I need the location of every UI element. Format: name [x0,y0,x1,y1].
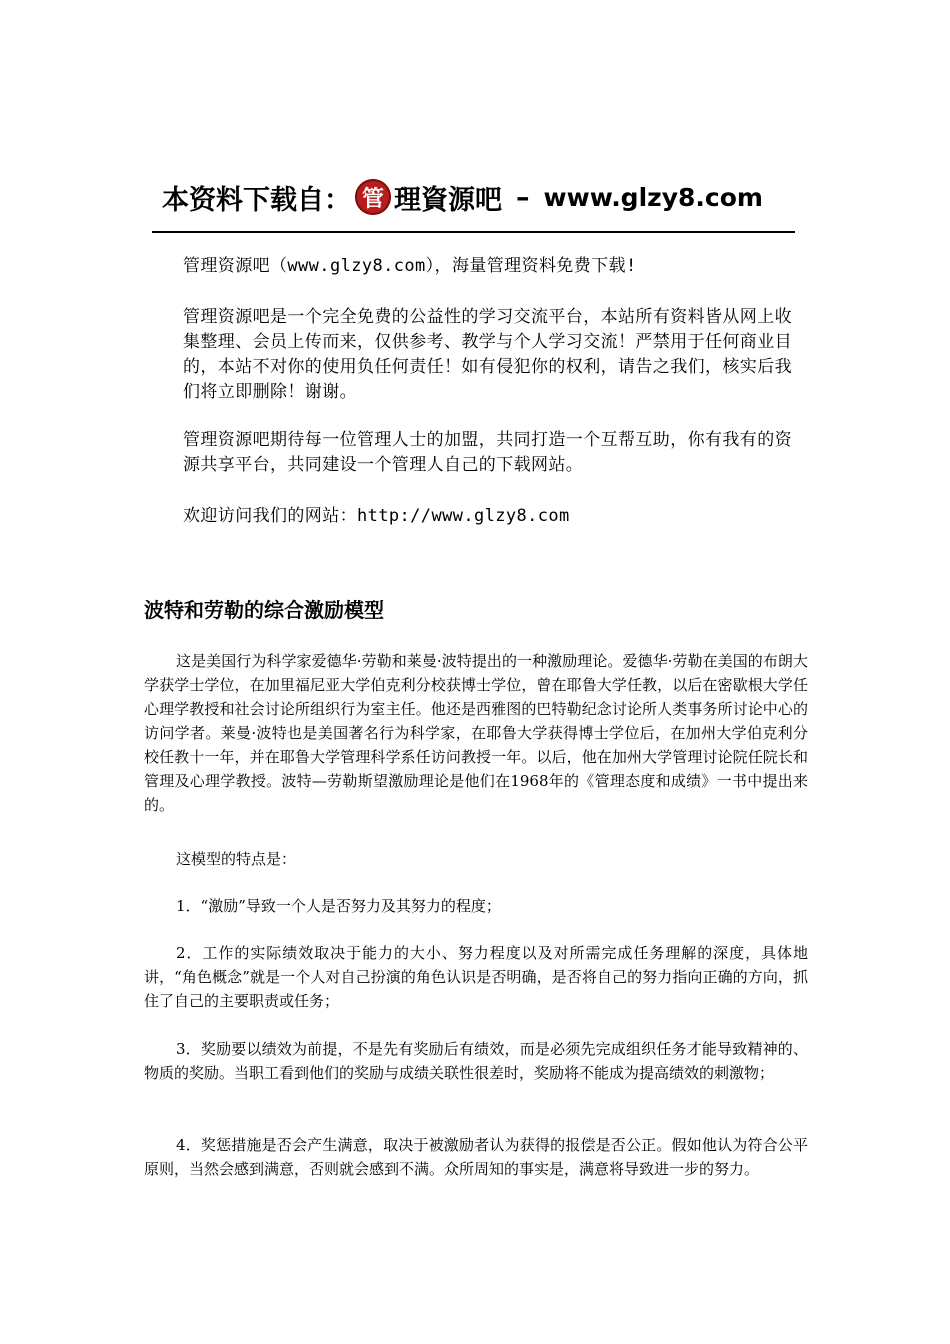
banner-dash: – [516,181,530,213]
promo-paragraph-2: 管理资源吧是一个完全免费的公益性的学习交流平台，本站所有资料皆从网上收集整理、会员上传而来，仅供参考、教学与个人学习交流！严禁用于任何商业目的，本站不对你的使用负任何责任！如有侵犯你的权利，请告之我们，核实后我们将立即删除！谢谢。 [183,307,792,402]
seal-logo-icon: 管 [355,179,391,215]
article-paragraph: 4．奖惩措施是否会产生满意，取决于被激励者认为获得的报偿是否公正。假如他认为符合公平原则，当然会感到满意，否则就会感到不满。众所周知的事实是，满意将导致进一步的努力。 [144,1136,808,1178]
banner-prefix: 本资料下载自： [162,184,351,216]
banner-divider [152,231,795,233]
download-source-banner [162,174,802,220]
promo-paragraph-3: 管理资源吧期待每一位管理人士的加盟，共同打造一个互帮互助，你有我有的资源共享平台，共同建设一个管理人自己的下载网站。 [183,430,792,475]
promo-line-1: 管理资源吧（www.glzy8.com），海量管理资料免费下载! [183,256,637,276]
promo-line-4: 欢迎访问我们的网站：http://www.glzy8.com [183,506,570,526]
banner-site-name: 理資源吧 [394,184,502,216]
banner-url: www.glzy8.com [543,182,763,212]
article-paragraph: 3．奖励要以绩效为前提，不是先有奖励后有绩效，而是必须先完成组织任务才能导致精神的、物质的奖励。当职工看到他们的奖励与成绩关联性很差时，奖励将不能成为提高绩效的刺激物； [144,1040,808,1082]
article-paragraph: 这是美国行为科学家爱德华·劳勒和莱曼·波特提出的一种激励理论。爱德华·劳勒在美国的布朗大学获学士学位，在加里福尼亚大学伯克利分校获博士学位，曾在耶鲁大学任教，以后在密歇根大学任心理学教授和社会讨论所组织行为室主任。他还是西雅图的巴特勒纪念讨论所人类事务所讨论中心的访问学者。莱曼·波特也是美国著名行为科学家，在耶鲁大学获得博士学位后，在加州大学伯克利分校任教十一年，并在耶鲁大学管理科学系任访问教授一年。以后，他在加州大学管理讨论院任院长和管理及心理学教授。波特—劳勒斯望激励理论是他们在1968年的《管理态度和成绩》一书中提出来的。 [144,652,808,814]
article-paragraph: 2．工作的实际绩效取决于能力的大小、努力程度以及对所需完成任务理解的深度，具体地讲，“角色概念”就是一个人对自己扮演的角色认识是否明确，是否将自己的努力指向正确的方向，抓住了自己的主要职责或任务； [144,944,808,1010]
article-paragraph: 这模型的特点是： [176,850,297,868]
article-paragraph: 1．“激励”导致一个人是否努力及其努力的程度； [176,897,501,915]
article-title: 波特和劳勒的综合激励模型 [144,598,384,622]
